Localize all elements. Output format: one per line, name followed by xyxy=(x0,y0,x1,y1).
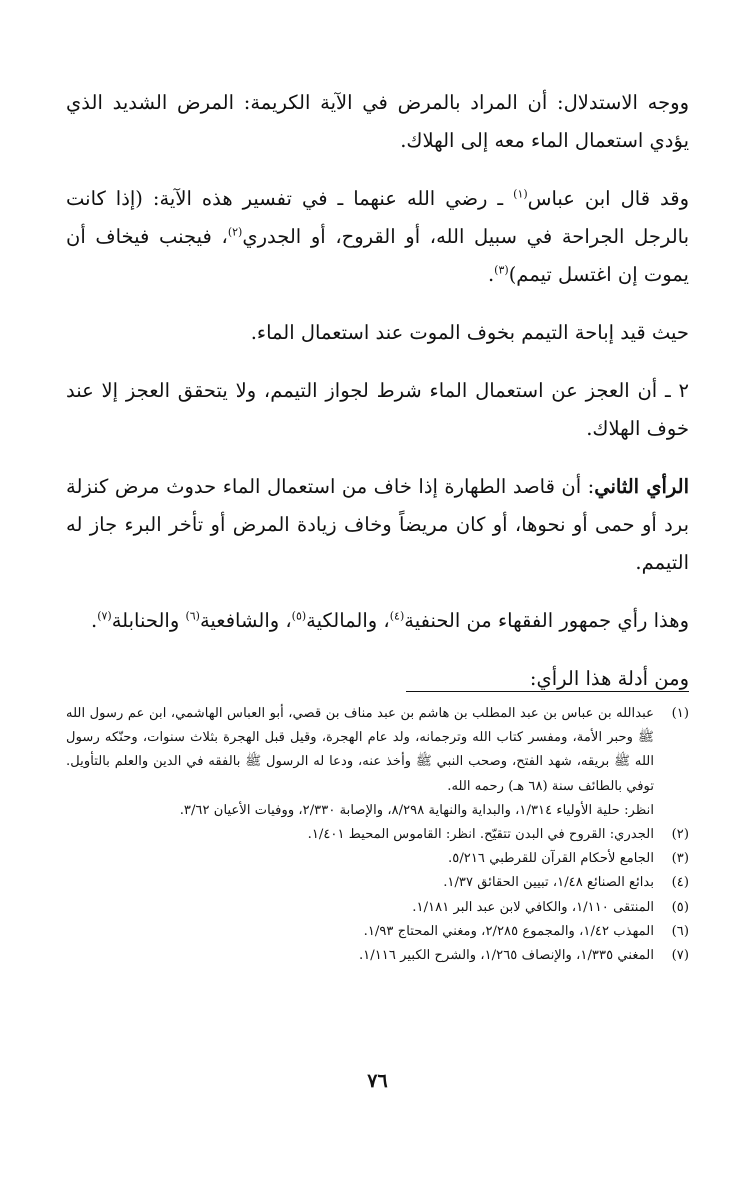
paragraph-majority: وهذا رأي جمهور الفقهاء من الحنفية$^{(٤)}$، والمالكية$^{(٥)}$، والشافعية$^{(٦)}$ والحنابلة$^{(٧)}$. xyxy=(91,609,689,632)
footnote-text: المغني ١/٣٣٥، والإنصاف ١/٢٦٥، والشرح الكبير ١/١١٦. xyxy=(358,948,654,964)
footnote-1-sources: انظر: حلية الأولياء ١/٣١٤، والبداية والنهاية ٨/٢٩٨، والإصابة ٢/٣٣٠، ووفيات الأعيان ٣/٦٢. xyxy=(179,802,654,818)
footnote-text: المنتقى ١/١١٠، والكافي لابن عبد البر ١/١٨١. xyxy=(412,899,654,915)
paragraph-ibn-abbas-quote: وقد قال ابن عباس$^{(١)}$ ـ رضي الله عنهما ـ في تفسير هذه الآية: (إذا كانت بالرجل الجراحة في سبيل الله، أو القروح، أو الجدري$^{(٢)}$، فيجنب فيخاف أن يموت إن اغتسل تيمم)$^{(٣)}$. xyxy=(66,187,690,286)
footnote-5 xyxy=(66,896,689,920)
footnote-number: (٤) xyxy=(671,875,689,891)
footnote-3 xyxy=(66,847,689,871)
footnote-ref-4[interactable]: (٤) xyxy=(389,609,405,623)
footnote-number: (١) xyxy=(671,706,689,721)
footnote-number: (٢) xyxy=(671,827,689,843)
footnote-6 xyxy=(66,920,689,944)
paragraph-point-2: ٢ ـ أن العجز عن استعمال الماء شرط لجواز التيمم، ولا يتحقق العجز إلا عند خوف الهلاك. xyxy=(66,379,689,440)
footnotes xyxy=(66,702,689,968)
footnote-ref-6[interactable]: (٦) xyxy=(185,609,200,623)
footnote-text: الجدري: القروح في البدن تتقيّح. انظر: القاموس المحيط ١/٤٠١. xyxy=(307,827,654,843)
footnote-ref-5[interactable]: (٥) xyxy=(291,609,307,623)
paragraph-evidence-intro: ومن أدلة هذا الرأي: xyxy=(529,667,689,690)
page-number: ٧٦ xyxy=(367,1070,388,1092)
footnote-1 xyxy=(66,702,689,799)
paragraph-restriction: حيث قيد إباحة التيمم بخوف الموت عند استعمال الماء. xyxy=(250,321,689,344)
second-opinion-heading: الرأي الثاني xyxy=(594,475,689,498)
footnote-text: المهذب ١/٤٢، والمجموع ٢/٢٨٥، ومغني المحتاج ١/٩٣. xyxy=(363,923,654,939)
footnote-text: بدائع الصنائع ١/٤٨، تبيين الحقائق ١/٣٧. xyxy=(443,875,654,891)
footnote-2 xyxy=(66,823,689,847)
footnote-number: (٧) xyxy=(671,948,689,964)
footnote-ref-7[interactable]: (٧) xyxy=(97,609,112,623)
main-text xyxy=(66,84,689,718)
footnote-text: الجامع لأحكام القرآن للقرطبي ٥/٢١٦. xyxy=(448,851,654,867)
footnote-number: (٥) xyxy=(671,899,689,915)
footnote-separator xyxy=(406,691,689,692)
footnote-4 xyxy=(66,871,689,895)
footnote-7 xyxy=(66,944,689,968)
paragraph-istidlal: ووجه الاستدلال: أن المراد بالمرض في الآية الكريمة: المرض الشديد الذي يؤدي استعمال الماء معه إلى الهلاك. xyxy=(66,91,689,152)
paragraph-second-opinion: الرأي الثاني: أن قاصد الطهارة إذا خاف من استعمال الماء حدوث مرض كنزلة برد أو حمى أو نحوها، أو كان مريضاً وخاف زيادة المرض أو تأخر البرء جاز له التيمم. xyxy=(66,475,689,574)
footnote-ref-3[interactable]: (٣) xyxy=(494,263,509,277)
footnote-number: (٦) xyxy=(671,923,689,939)
footnote-ref-1[interactable]: (١) xyxy=(513,187,528,201)
footnote-text: عبدالله بن عباس بن عبد المطلب بن هاشم بن عبد مناف بن قصي، أبو العباس الهاشمي، ابن عم رسول الله ﷺ وحبر الأمة، ومفسر كتاب الله وترجمانه، ولد عام الهجرة، وقيل قبل الهجرة بثلاث سنوات، وحنّكه رسول الله ﷺ بريقه، شهد الفتح، وصحب النبي ﷺ وأخذ عنه، ودعا له الرسول ﷺ بالفقه في الدين والعلم بالتأويل. توفي بالطائف سنة (٦٨ هـ) رحمه الله. xyxy=(66,706,654,794)
footnote-ref-2[interactable]: (٢) xyxy=(227,225,243,239)
footnote-number: (٣) xyxy=(671,851,689,867)
